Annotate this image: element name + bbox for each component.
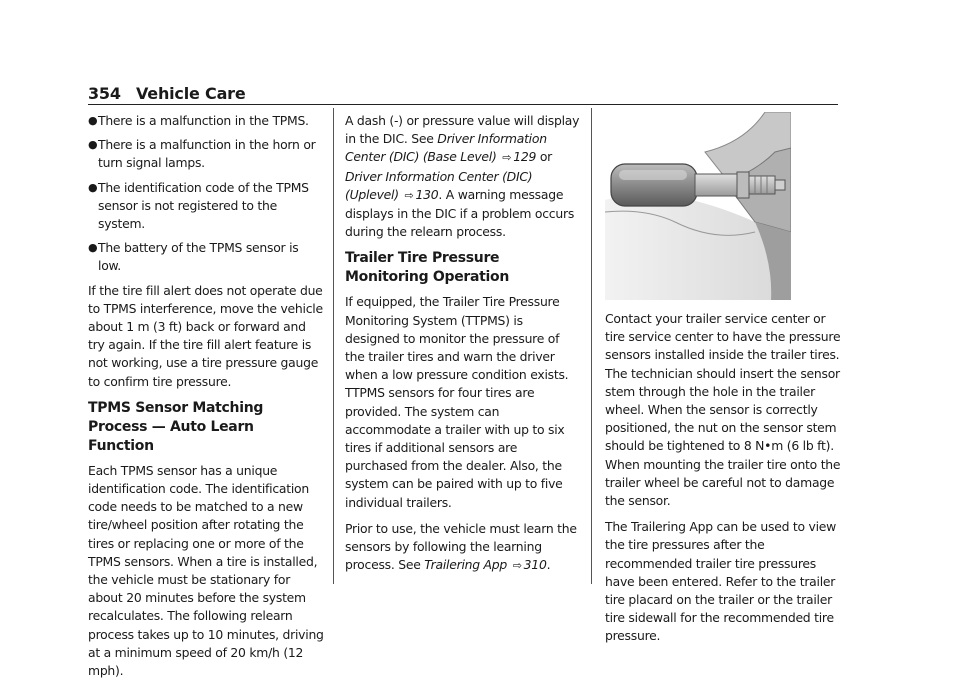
section-title: Vehicle Care <box>136 84 246 103</box>
dic-uplevel-link[interactable]: Driver Information Center (DIC) (Uplevel) <box>345 168 533 202</box>
tire-fill-paragraph: If the tire fill alert does not operate due to TPMS interference, move the vehicle about 1 m (3 ft) back or forward and try again. If the tire fill alert feature is not working, use a tire pressure gauge to confirm tire pressure. <box>88 282 323 389</box>
page-ref-310[interactable]: 310 <box>523 557 547 573</box>
column-divider-1 <box>333 108 334 584</box>
trailering-app-paragraph: The Trailering App can be used to view the tire pressures after the recommended trailer tire pressures have been entered. Refer to the trailer tire placard on the trailer or the trailer tire sidewall for the recommended tire pressure. <box>605 519 837 644</box>
column-3 <box>605 112 841 654</box>
sensor-matching-paragraph: Each TPMS sensor has a unique identification code. The identification code needs to be matched to a new tire/wheel position after rotating the tires or replacing one or more of the TPMS sensors. When a tire is installed, the vehicle must be stationary for about 20 minutes before the system recalculates. The following relearn process takes up to 10 minutes, driving at a minimum speed of 20 km/h (12 mph). <box>88 462 324 678</box>
page-ref-130[interactable]: 130 <box>415 186 439 202</box>
page-ref-arrow-icon: ⇨ <box>512 559 522 573</box>
list-item: ● The identification code of the TPMS sensor is not registered to the system. <box>88 179 309 232</box>
page-header <box>88 84 838 106</box>
trailer-tpms-heading: Trailer Tire Pressure Monitoring Operation <box>345 250 510 286</box>
dic-base-link[interactable]: Driver Information Center (DIC) (Base Level) <box>345 131 547 165</box>
column-1 <box>88 112 324 678</box>
condition-list <box>88 112 324 276</box>
list-item: ● There is a malfunction in the TPMS. <box>88 112 324 130</box>
list-item: ● There is a malfunction in the horn or turn signal lamps. <box>88 137 316 171</box>
column-divider-2 <box>591 108 592 584</box>
page-ref-arrow-icon: ⇨ <box>404 188 414 202</box>
dic-paragraph: A dash (-) or pressure value will display in the DIC. See Driver Information Center (DIC) (Base Level) ⇨ 129 or Driver Information Center (DIC) (Uplevel) ⇨ 130. A warning message displays in the DIC if a problem occurs during the relearn process. <box>345 113 580 240</box>
ttpms-paragraph: If equipped, the Trailer Tire Pressure Monitoring System (TTPMS) is designed to monitor the pressure of the trailer tires and warn the driver when a low pressure condition exists. TTPMS sensors for four tires are provided. The system can accommodate a trailer with up to six tires if additional sensors are purchased from the dealer. Also, the system can be paired with up to five individual trailers. <box>345 294 569 510</box>
page-ref-129[interactable]: 129 <box>513 149 537 165</box>
bullet-icon: ● <box>88 180 98 194</box>
page-number: 354 <box>88 84 121 103</box>
tpms-sensor-illustration <box>605 112 791 300</box>
column-2 <box>345 112 580 583</box>
bullet-icon: ● <box>88 138 98 152</box>
bullet-icon: ● <box>88 114 98 127</box>
list-item: ● The battery of the TPMS sensor is low. <box>88 240 299 274</box>
tpms-sensor-icon <box>605 112 791 300</box>
page-ref-arrow-icon: ⇨ <box>502 151 512 165</box>
auto-learn-heading: TPMS Sensor Matching Process — Auto Learn Function <box>88 399 264 454</box>
trailering-app-link[interactable]: Trailering App <box>424 557 507 573</box>
installation-paragraph: Contact your trailer service center or tire service center to have the pressure sensors installed inside the trailer tires. The technician should insert the sensor stem through the hole in the trailer wheel. When the sensor is correctly positioned, the nut on the sensor stem should be tightened to 8 N•m (6 lb ft). When mounting the trailer tire onto the trailer wheel be careful not to damage the sensor. <box>605 311 841 509</box>
bullet-icon: ● <box>88 241 98 255</box>
header-divider <box>88 104 838 105</box>
learn-paragraph: Prior to use, the vehicle must learn the sensors by following the learning process. See Trailering App ⇨ 310. <box>345 520 577 573</box>
